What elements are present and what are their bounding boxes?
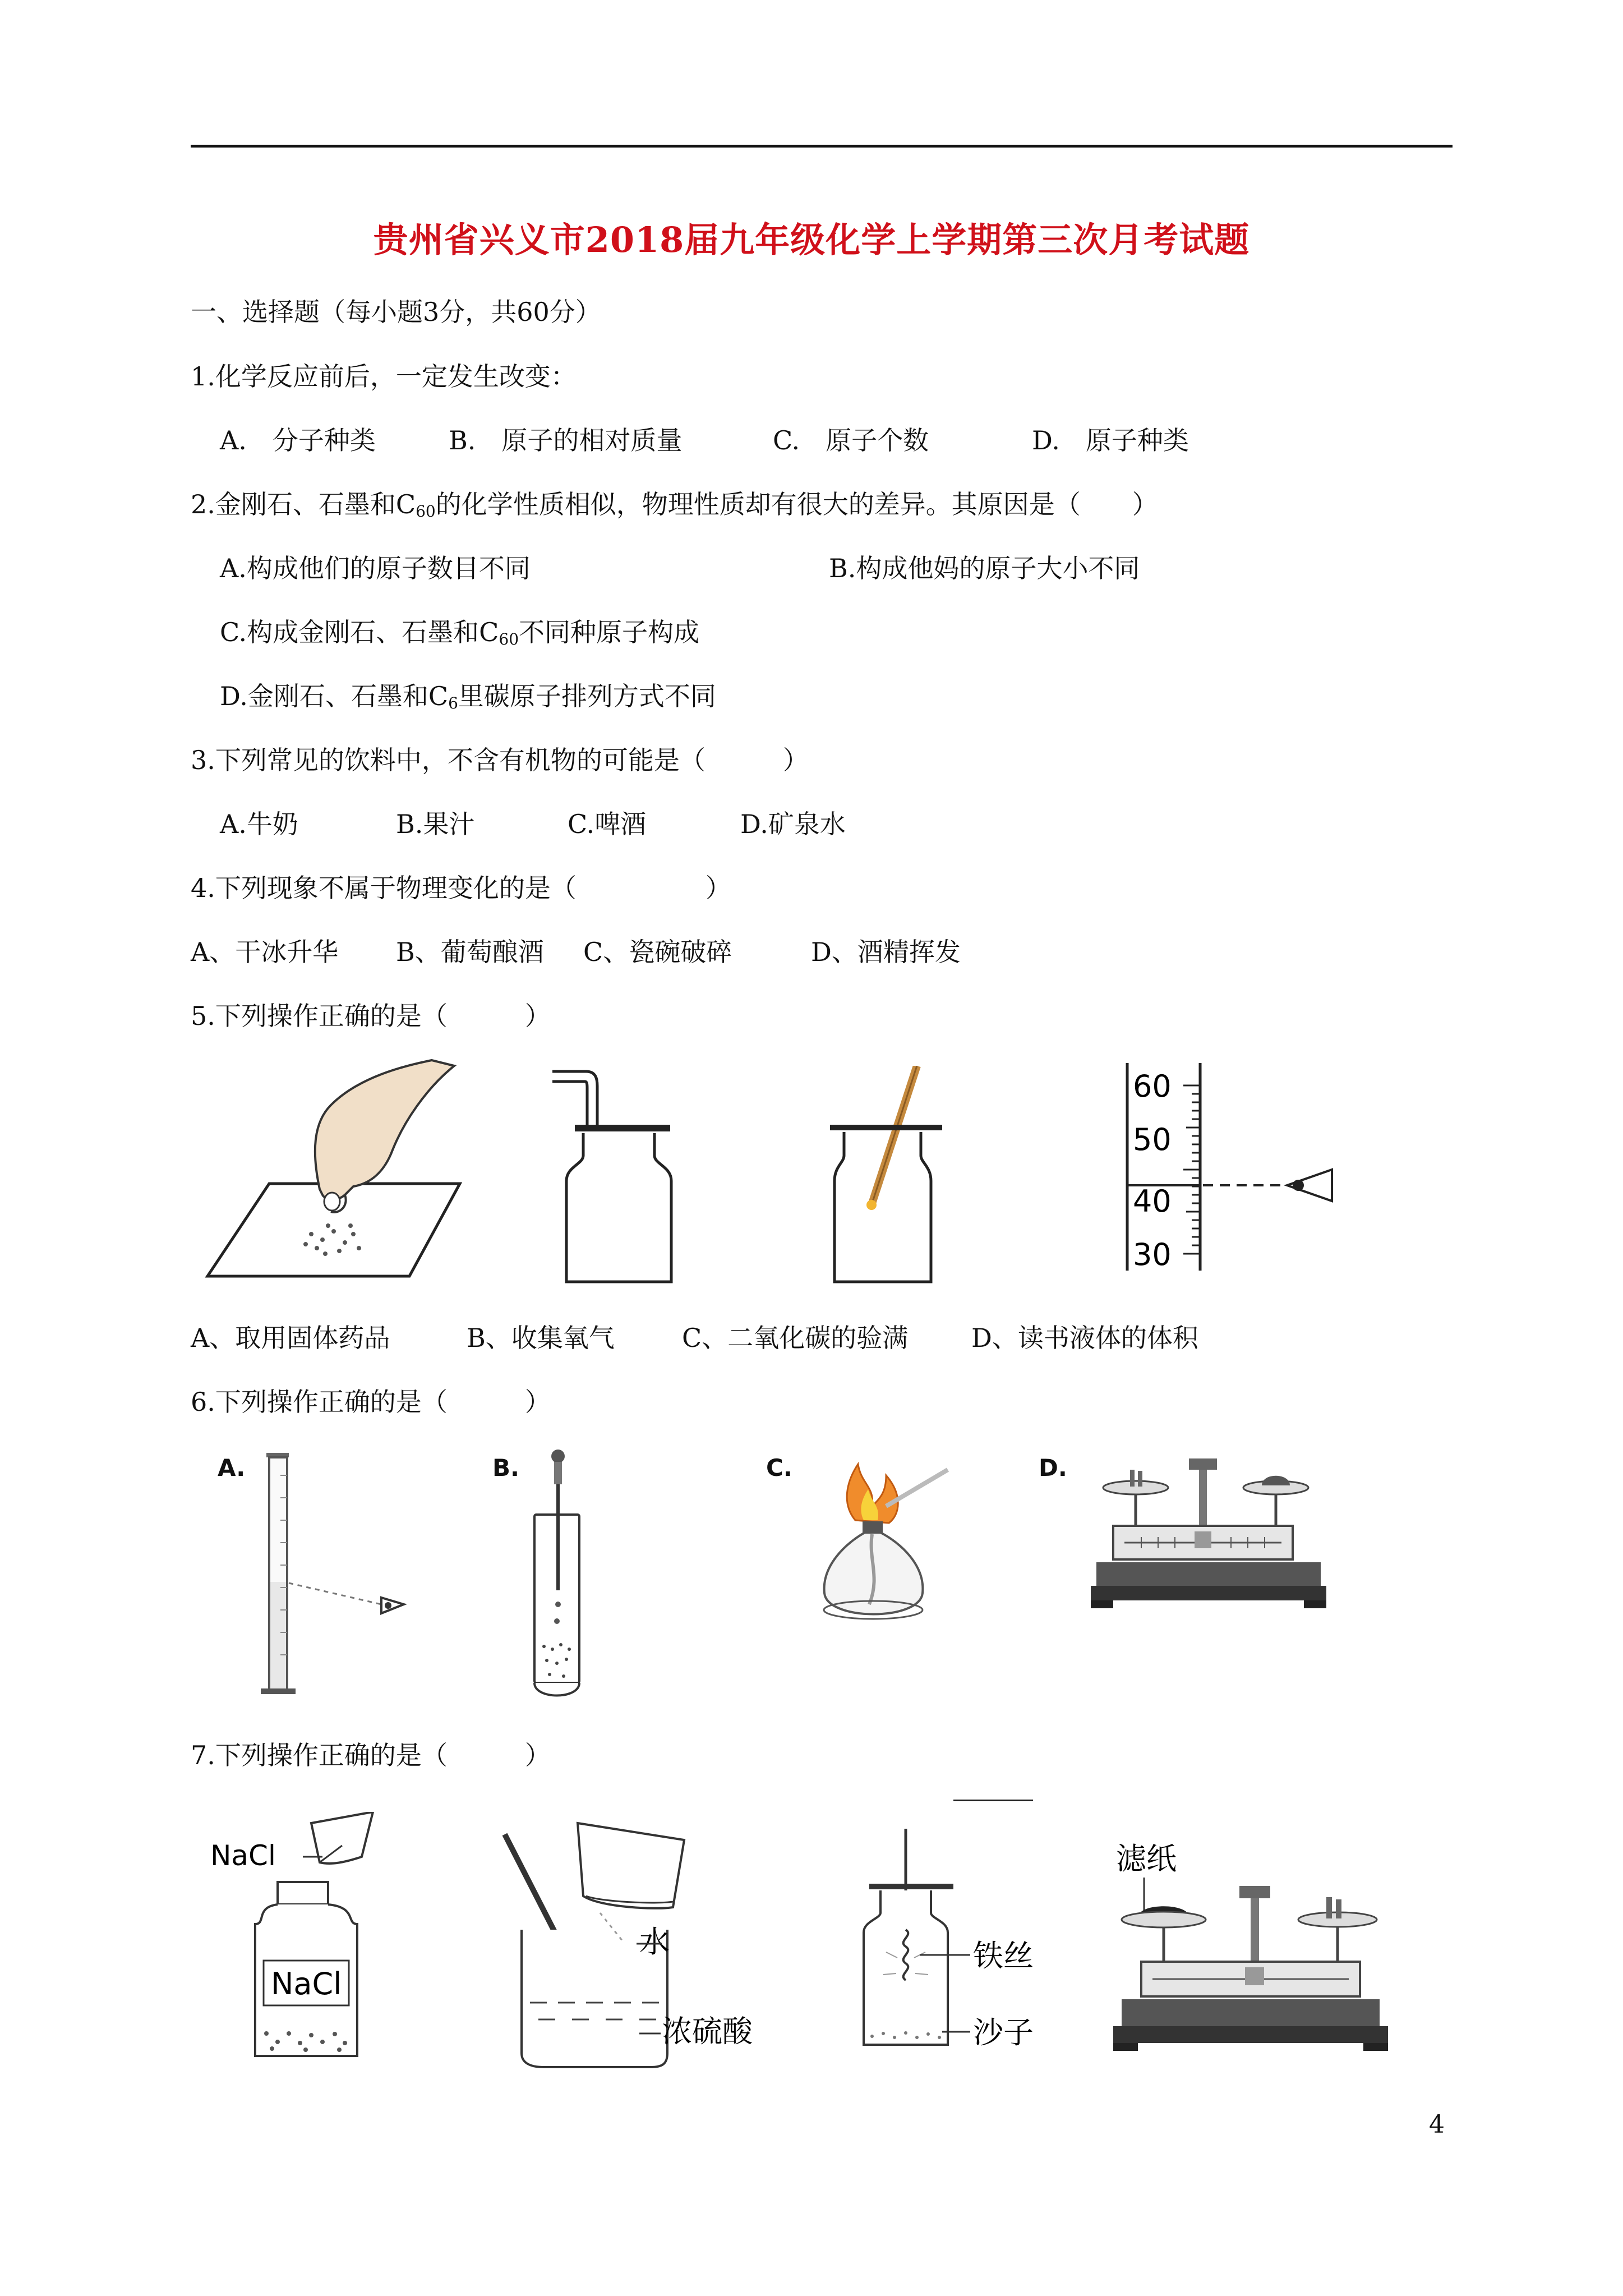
- q3-option-a: A.牛奶: [220, 809, 298, 839]
- co2-test-figure: [819, 1066, 965, 1290]
- q1-option-d: D. 原子种类: [1032, 425, 1189, 455]
- filter-label: 滤纸: [1116, 1841, 1177, 1876]
- q3-option-b: B.果汁: [396, 809, 475, 839]
- weighing-filter-paper-figure: [1110, 1835, 1391, 2071]
- q1-option-a: A. 分子种类: [220, 425, 376, 455]
- section-heading: 一、选择题（每小题3分，共60分）: [191, 297, 601, 327]
- iron-label: 铁丝: [973, 1938, 1034, 1973]
- q4-stem: 4.下列现象不属于物理变化的是（ ）: [191, 873, 731, 903]
- cylinder-tick-30: 30: [1133, 1237, 1172, 1272]
- q2-option-c: C.构成金刚石、石墨和$C_{60}$不同种原子构成: [220, 617, 700, 648]
- q5-stem: 5.下列操作正确的是（ ）: [191, 1001, 551, 1031]
- q7-stem: 7.下列操作正确的是（ ）: [191, 1740, 551, 1770]
- cylinder-tick-50: 50: [1133, 1122, 1172, 1157]
- page-number: 4: [1429, 2110, 1445, 2139]
- header-rule: [191, 145, 1453, 148]
- acid-label: 浓硫酸: [662, 2014, 753, 2049]
- q5-option-d: D、读书液体的体积: [971, 1323, 1198, 1353]
- solid-reagent-figure: [191, 1055, 482, 1290]
- q4-option-d: D、酒精挥发: [811, 937, 961, 967]
- q1-option-c: C. 原子个数: [773, 425, 929, 455]
- q3-stem: 3.下列常见的饮料中，不含有机物的可能是（ ）: [191, 745, 809, 775]
- q1-stem: 1.化学反应前后，一定发生改变：: [191, 361, 577, 392]
- graduated-cylinder-reading-figure: [1110, 1063, 1346, 1276]
- q6-stem: 6.下列操作正确的是（ ）: [191, 1387, 551, 1417]
- gas-collection-bottle-figure: [552, 1066, 721, 1290]
- q4-option-a: A、干冰升华: [191, 937, 339, 967]
- sand-label: 沙子: [973, 2015, 1034, 2050]
- nacl-label: NaCl: [210, 1839, 276, 1872]
- q5-option-a: A、取用固体药品: [191, 1323, 390, 1353]
- q6-label-b: B.: [492, 1454, 519, 1481]
- nacl-bottle-label: NaCl: [271, 1966, 342, 2001]
- q1-option-b: B. 原子的相对质量: [449, 425, 683, 455]
- water-label: 水: [639, 1924, 670, 1959]
- q4-option-c: C、瓷碗破碎: [583, 937, 732, 967]
- q2-option-b: B.构成他妈的原子大小不同: [829, 553, 1140, 583]
- q2-option-d: D.金刚石、石墨和$C_6$里碳原子排列方式不同: [220, 681, 716, 712]
- q2-stem: 2.金刚石、石墨和$C_{60}$的化学性质相似，物理性质却有很大的差异。其原因是（ ）: [191, 489, 1158, 521]
- iron-wire-figure: [852, 1829, 1088, 2070]
- q3-option-d: D.矿泉水: [740, 809, 846, 839]
- q4-option-b: B、葡萄酿酒: [396, 937, 544, 967]
- balance-figure: [1091, 1458, 1326, 1616]
- page-title: 贵州省兴义市2018届九年级化学上学期第三次月考试题: [373, 219, 1250, 260]
- cylinder-tick-60: 60: [1133, 1069, 1172, 1104]
- q2-option-a: A.构成他们的原子数目不同: [220, 553, 531, 583]
- q5-option-c: C、二氧化碳的验满: [682, 1323, 909, 1353]
- nacl-bottle-figure: [210, 1812, 395, 2076]
- short-rule: [953, 1800, 1033, 1801]
- dilute-acid-figure: [488, 1818, 780, 2081]
- q3-option-c: C.啤酒: [568, 809, 647, 839]
- q6-label-c: C.: [766, 1454, 792, 1481]
- q6-label-a: A.: [218, 1454, 246, 1481]
- dropper-test-tube-figure: [524, 1447, 592, 1705]
- q6-label-d: D.: [1039, 1454, 1067, 1481]
- cylinder-tick-40: 40: [1133, 1184, 1172, 1219]
- q5-option-b: B、收集氧气: [467, 1323, 615, 1353]
- alcohol-lamp-figure: [802, 1453, 970, 1644]
- cylinder-reading-figure: [252, 1453, 421, 1700]
